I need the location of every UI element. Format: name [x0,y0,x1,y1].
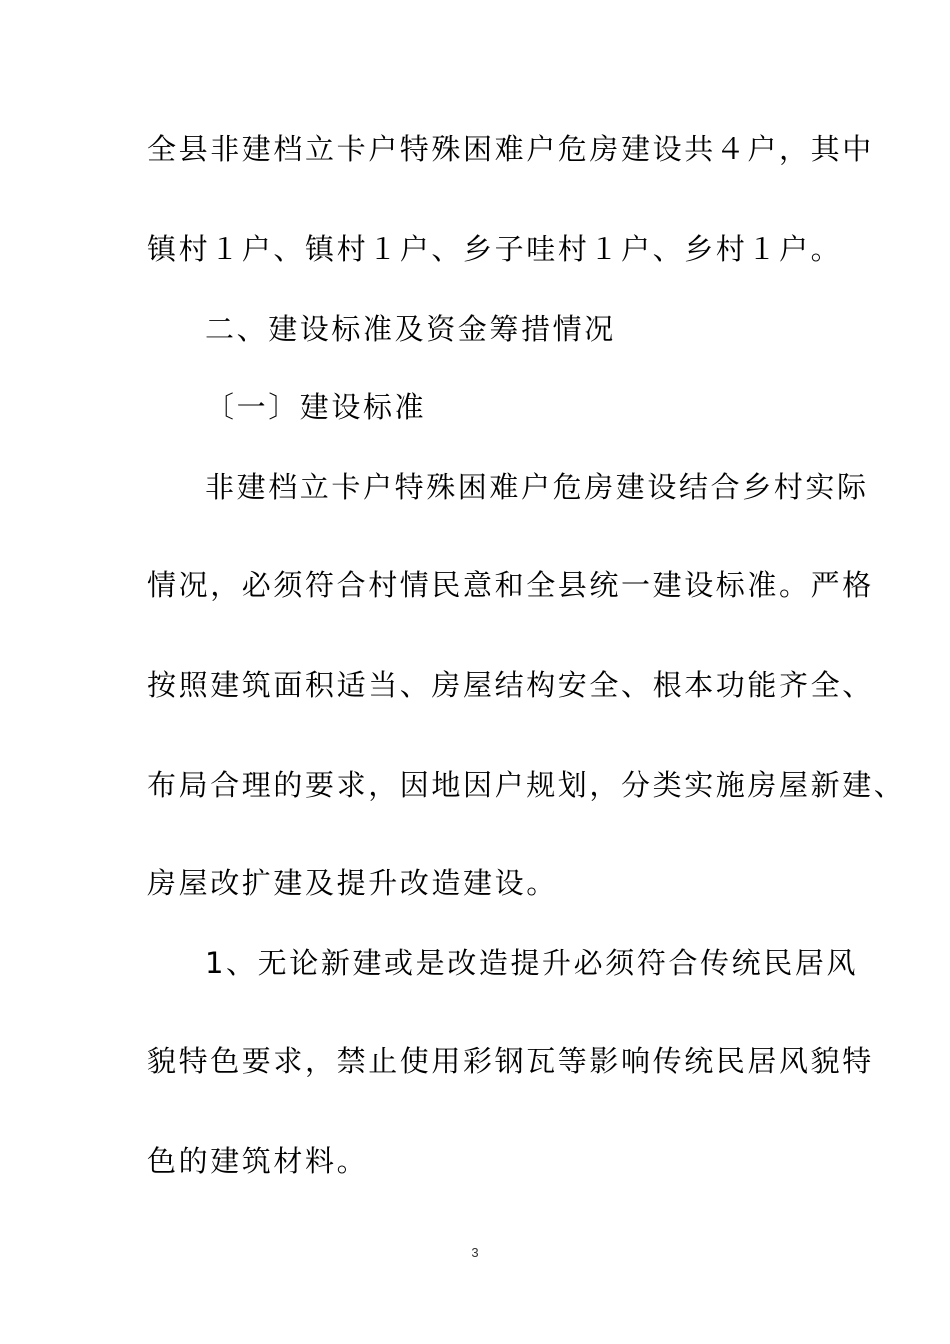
paragraph-line-3: 非建档立卡户特殊困难户危房建设结合乡村实际 [205,470,869,504]
paragraph-line-2: 镇村１户、镇村１户、乡子哇村１户、乡村１户。 [147,232,843,266]
paragraph-line-7: 房屋改扩建及提升改造建设。 [147,866,558,900]
paragraph-line-1: 全县非建档立卡户特殊困难户危房建设共４户，其中 [147,132,874,166]
paragraph-line-8: 1、无论新建或是改造提升必须符合传统民居风 [205,946,859,980]
paragraph-line-4: 情况，必须符合村情民意和全县统一建设标准。严格 [147,568,874,602]
paragraph-line-6: 布局合理的要求，因地因户规划，分类实施房屋新建、 [147,768,906,802]
paragraph-line-9: 貌特色要求，禁止使用彩钢瓦等影响传统民居风貌特 [147,1044,874,1078]
section-heading: 二、建设标准及资金筹措情况 [205,312,616,346]
page-number: 3 [471,1245,479,1260]
paragraph-line-5: 按照建筑面积适当、房屋结构安全、根本功能齐全、 [147,668,874,702]
paragraph-line-10: 色的建筑材料。 [147,1144,369,1178]
subsection-heading: 〔一〕建设标准 [205,390,427,424]
